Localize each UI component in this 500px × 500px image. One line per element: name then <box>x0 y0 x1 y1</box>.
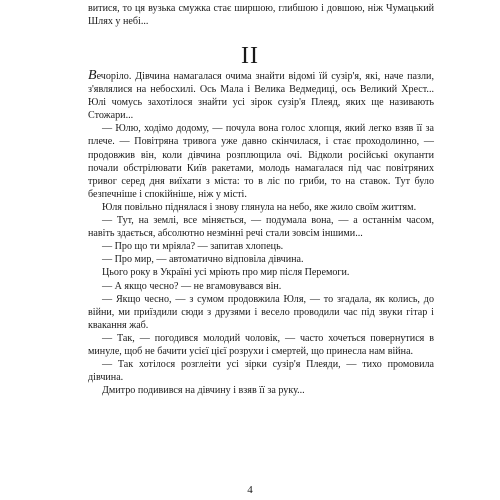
paragraph: — Якщо чесно, — з сумом продовжила Юля, — то згадала, як колись, до війни, ми приїздили сюди з друзями і весело проводили час під звуки гітар і квакання жаб. <box>88 293 434 331</box>
paragraph: — А якщо чесно? — не вгамовувався він. <box>102 280 282 292</box>
paragraph-opening-text: ечоріло. Дівчина намагалася очима знайти відомі їй сузір'я, які, наче пазли, з'являлися на небосхилі. Ось Мала і Велика Ведмедиці, ось Великий Хрест... Юлі чомусь захотілося знайти усі зірок сузір'я Плеяд, яких ще називають Стожари... <box>88 71 434 122</box>
page-number: 4 <box>247 484 253 496</box>
paragraph-opening <box>88 70 434 122</box>
paragraph: Юля повільно піднялася і знову глянула на небо, яке жило своїм життям. <box>102 201 417 213</box>
paragraph: — Так хотілося розглеіти усі зірки сузір'я Плеяди, — тихо промовила дівчина. <box>88 359 434 384</box>
paragraph: — Так, — погодився молодий чоловік, — часто хочеться повернутися в минуле, щоб не бачити усієї цієї розрухи і смертей, що принесла нам війна. <box>88 332 434 357</box>
paragraph: — Тут, на землі, все міняється, — подумала вона, — а останнім часом, навіть здається, абсолютно незмінні речі стали зовсім іншими... <box>88 215 434 240</box>
paragraph: Цього року в Україні усі мріють про мир після Перемоги. <box>102 267 350 279</box>
paragraph: — Про мир, — автоматично відповіла дівчина. <box>102 254 304 266</box>
continued-paragraph: витися, то ця вузька смужка стає ширшою, глибшою і довшою, ніж Чумацький Шлях у небі... <box>88 3 434 28</box>
paragraph: — Про що ти мріяла? — запитав хлопець. <box>102 241 284 253</box>
paragraph: — Юлю, ходімо додому, — почула вона голос хлопця, який легко взяв її за плече. — Повітряна тривога уже давно скінчилася, і стає проходолинно, — продовжив він, коли дівчина розплющила очі. Відколи російські окупанти почали обстрілювати Київ ракетами, молодь намагалася під час повітряних тривог серед дня виїхати з міста: то в ліс по гриби, то на ставок. Тут було безпечніше і спокійніше, ніж у місті. <box>88 123 434 200</box>
continued-text <box>88 2 434 28</box>
chapter-heading: II <box>241 43 259 69</box>
drop-cap: В <box>88 68 97 83</box>
paragraph: Дмитро подивився на дівчину і взяв її за руку... <box>102 385 305 397</box>
chapter-body <box>88 70 434 397</box>
